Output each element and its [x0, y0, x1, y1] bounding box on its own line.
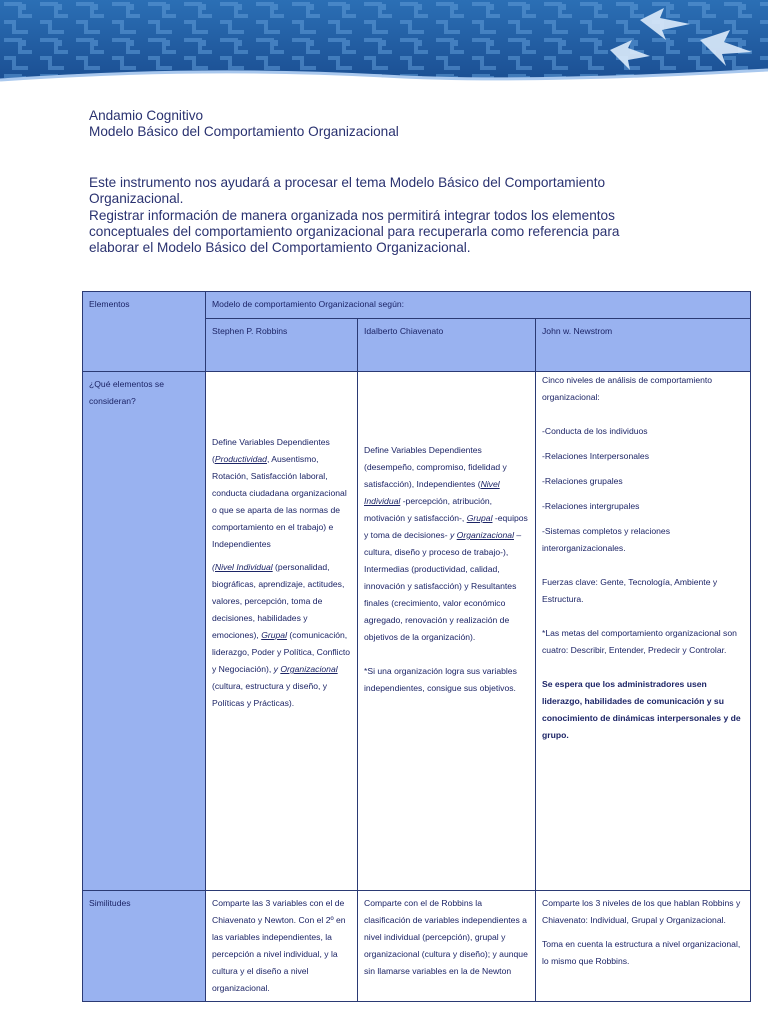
robbins-independent-vars: (Nivel Individual (personalidad, biográficas, aprendizaje, actitudes, valores, percepción, toma de decisiones, habilidades y emociones), Grupal (comunicación, liderazgo, Poder y Política, Conflicto y Negociación), y Organizacional (cultura, estructura y diseño, y Políticas y Prácticas).	[212, 562, 351, 708]
author-chiavenato-cell	[358, 319, 536, 372]
newstrom-intro: Cinco niveles de análisis de comportamiento organizacional:	[542, 375, 713, 402]
author-chiavenato: Idalberto Chiavenato	[364, 326, 444, 336]
newstrom-level-1: -Conducta de los individuos	[542, 426, 648, 436]
author-robbins-cell	[206, 319, 358, 372]
intro-line-3: Registrar información de manera organizada nos permitirá integrar todos los elementos	[89, 207, 615, 223]
newstrom-level-5: -Sistemas completos y relaciones interorganizacionales.	[542, 526, 670, 553]
intro-section	[89, 108, 709, 257]
chiavenato-elements-cell	[358, 372, 536, 891]
model-header: Modelo de comportamiento Organizacional según:	[212, 299, 405, 309]
newstrom-similarities-1: Comparte los 3 niveles de los que hablan Robbins y Chiavenato: Individual, Grupal y Organizacional.	[542, 898, 741, 925]
doc-subtitle: Modelo Básico del Comportamiento Organizacional	[89, 124, 399, 140]
intro-line-5: elaborar el Modelo Básico del Comportamiento Organizacional.	[89, 240, 471, 256]
chiavenato-similarities: Comparte con el de Robbins la clasificación de variables independientes a nivel individual (percepción), grupal y organizacional (cultura y diseño); y aunque sin llamarse variables en la de Newton	[364, 898, 528, 976]
row-similarities-label: Similitudes	[89, 898, 131, 908]
comparison-table	[82, 291, 751, 1002]
row-similarities-label-cell	[83, 891, 206, 1002]
doc-title: Andamio Cognitivo	[89, 108, 204, 123]
newstrom-forces: Fuerzas clave: Gente, Tecnología, Ambiente y Estructura.	[542, 577, 718, 604]
chiavenato-variables: Define Variables Dependientes (desempeño, compromiso, fidelidad y satisfacción), Independientes (Nivel Individual -percepción, atribución, motivación y satisfacción-, Grupal -equipos y toma de decisiones- y Organizacional –cultura, diseño y proceso de trabajo-), Intermedias (productividad, calidad, innovación y satisfacción) y Resultantes finales (crecimiento, valor económico agregado, renovación y realización de objetivos de la organización).	[364, 445, 528, 642]
newstrom-goals: *Las metas del comportamiento organizacional son cuatro: Describir, Entender, Predecir y Controlar.	[542, 628, 737, 655]
row-elements-label: ¿Qué elementos se consideran?	[89, 379, 164, 406]
robbins-similarities: Comparte las 3 variables con el de Chiavenato y Newton. Con el 2º en las variables independientes, la percepción a nivel individual, y la cultura y el diseño a nivel organizacional.	[212, 898, 346, 993]
author-robbins: Stephen P. Robbins	[212, 326, 288, 336]
chiavenato-note: *Si una organización logra sus variables independientes, consigue sus objetivos.	[364, 666, 517, 693]
newstrom-similarities-cell	[536, 891, 751, 1002]
elements-header-cell	[83, 292, 206, 372]
robbins-dependent-vars: Define Variables Dependientes (Productividad, Ausentismo, Rotación, Satisfacción laboral, conducta ciudadana organizacional o que se aparta de las normas de comportamiento en el trabajo) e Independientes	[212, 437, 347, 549]
author-newstrom: John w. Newstrom	[542, 326, 613, 336]
newstrom-level-4: -Relaciones intergrupales	[542, 501, 640, 511]
robbins-similarities-cell	[206, 891, 358, 1002]
intro-line-2: Organizacional.	[89, 191, 184, 207]
author-newstrom-cell	[536, 319, 751, 372]
row-elements-label-cell	[83, 372, 206, 891]
chiavenato-similarities-cell	[358, 891, 536, 1002]
intro-line-1: Este instrumento nos ayudará a procesar el tema Modelo Básico del Comportamiento	[89, 174, 606, 190]
newstrom-elements-cell	[536, 372, 751, 891]
newstrom-level-2: -Relaciones Interpersonales	[542, 451, 650, 461]
banner-pattern-graphic	[0, 0, 768, 85]
robbins-elements-cell	[206, 372, 358, 891]
model-header-cell	[206, 292, 751, 319]
header-banner	[0, 0, 768, 85]
intro-line-4: conceptuales del comportamiento organizacional para recuperarla como referencia para	[89, 224, 620, 240]
newstrom-expectation: Se espera que los administradores usen liderazgo, habilidades de comunicación y su conocimiento de dinámicas interpersonales y de grupo.	[542, 679, 741, 740]
newstrom-level-3: -Relaciones grupales	[542, 476, 623, 486]
elements-header: Elementos	[89, 299, 130, 309]
newstrom-similarities-2: Toma en cuenta la estructura a nivel organizacional, lo mismo que Robbins.	[542, 939, 741, 966]
